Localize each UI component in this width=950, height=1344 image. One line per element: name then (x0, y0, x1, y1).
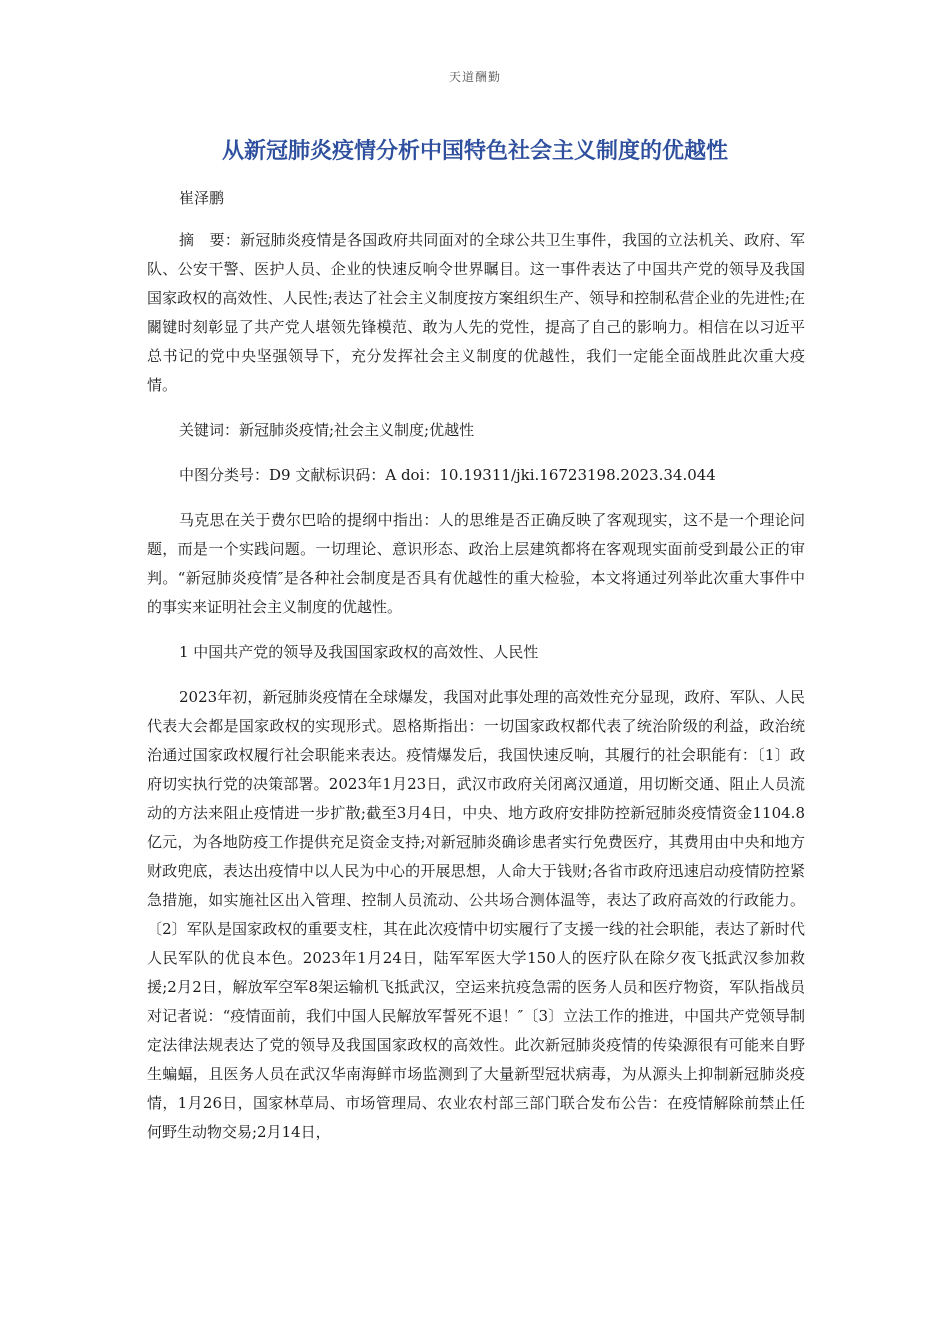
keywords-line: 关键词：新冠肺炎疫情;社会主义制度;优越性 (179, 421, 475, 439)
section-heading: 1 中国共产党的领导及我国国家政权的高效性、人民性 (179, 643, 539, 661)
author-name: 崔泽鹏 (179, 189, 225, 207)
page-title: 从新冠肺炎疫情分析中国特色社会主义制度的优越性 (221, 139, 728, 164)
section-body-paragraph: 2023年初，新冠肺炎疫情在全球爆发，我国对此事处理的高效性充分显现，政府、军队、人民代表大会都是国家政权的实现形式。恩格斯指出：一切国家政权都代表了统治阶级的利益，政治统治通过国家政权履行社会职能来表达。疫情爆发后，我国快速反响，其履行的社会职能有：〔1〕政府切实执行党的决策部署。2023年1月23日，武汉市政府关闭离汉通道，用切断交通、阻止人员流动的方法来阻止疫情进一步扩散;截至3月4日，中央、地方政府安排防控新冠肺炎疫情资金1104.8亿元，为各地防疫工作提供充足资金支持;对新冠肺炎确诊患者实行免费医疗，其费用由中央和地方财政兜底，表达出疫情中以人民为中心的开展思想，人命大于钱财;各省市政府迅速启动疫情防控紧急措施，如实施社区出入管理、控制人员流动、公共场合测体温等，表达了政府高效的行政能力。〔2〕军队是国家政权的重要支柱，其在此次疫情中切实履行了支援一线的社会职能，表达了新时代人民军队的优良本色。2023年1月24日，陆军军医大学150人的医疗队在除夕夜飞抵武汉参加救援;2月2日，解放军空军8架运输机飞抵武汉，空运来抗疫急需的医务人员和医疗物资，军队指战员对记者说：“疫情面前，我们中国人民解放军誓死不退！″〔3〕立法工作的推进，中国共产党领导制定法律法规表达了党的领导及我国国家政权的高效性。此次新冠肺炎疫情的传染源很有可能来自野生蝙蝠，且医务人员在武汉华南海鲜市场监测到了大量新型冠状病毒，为从源头上抑制新冠肺炎疫情，1月26日，国家林草局、市场管理局、农业农村部三部门联合发布公告：在疫情解除前禁止任何野生动物交易;2月14日， (147, 688, 805, 1141)
header-mark: 天道酬勤 (448, 70, 501, 84)
article-body (147, 184, 805, 1147)
intro-paragraph: 马克思在关于费尔巴哈的提纲中指出：人的思维是否正确反映了客观现实，这不是一个理论问题，而是一个实践问题。一切理论、意识形态、政治上层建筑都将在客观现实面前受到最公正的审判。“新冠肺炎疫情″是各种社会制度是否具有优越性的重大检验，本文将通过列举此次重大事件中的事实来证明社会主义制度的优越性。 (147, 511, 805, 616)
classification-line: 中图分类号：D9 文献标识码：A doi：10.19311/jki.16723198.2023.34.044 (179, 466, 716, 484)
abstract-paragraph: 摘 要：新冠肺炎疫情是各国政府共同面对的全球公共卫生事件，我国的立法机关、政府、军队、公安干警、医护人员、企业的快速反响令世界瞩目。这一事件表达了中国共产党的领导及我国国家政权的高效性、人民性;表达了社会主义制度按方案组织生产、领导和控制私营企业的先进性;在關键时刻彰显了共产党人堪领先锋模范、敢为人先的党性，提高了自己的影响力。相信在以习近平总书记的党中央坚强领导下，充分发挥社会主义制度的优越性，我们一定能全面战胜此次重大疫情。 (147, 231, 805, 394)
